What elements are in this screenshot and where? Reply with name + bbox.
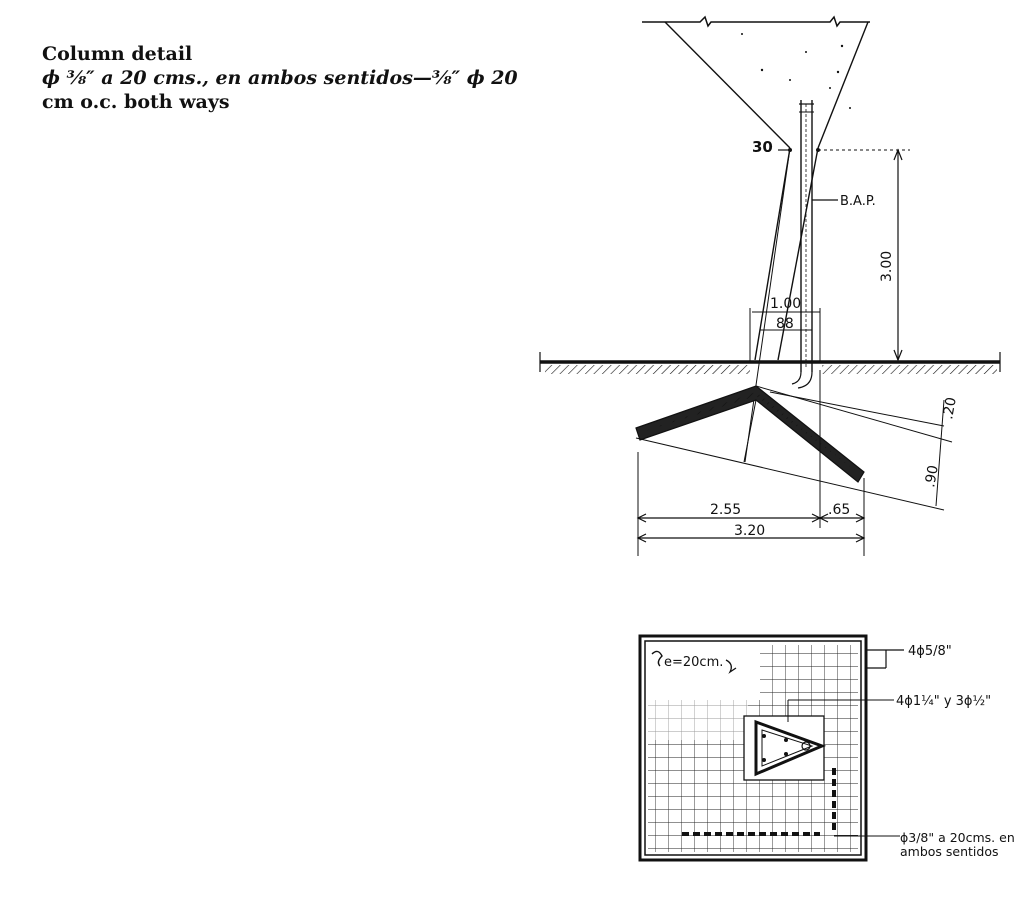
label-bars-mid: 4ϕ1¼" y 3ϕ½" [896, 694, 992, 709]
label-320: 3.20 [734, 523, 766, 539]
concrete-stipple [741, 33, 851, 109]
label-100: 1.00 [770, 296, 802, 312]
ground-line [540, 352, 1000, 374]
label-mesh-1: ϕ3/8" a 20cms. en [900, 830, 1015, 845]
caption-english: cm o.c. both ways [42, 91, 230, 113]
label-090: .90 [922, 463, 942, 489]
column-edge-right [818, 22, 868, 148]
top-break-line [642, 17, 870, 26]
column-edge-left [665, 22, 790, 148]
label-065: .65 [828, 502, 851, 518]
label-88: 88 [776, 316, 794, 332]
label-255: 2.55 [710, 502, 742, 518]
label-stirrup: e=20cm. [664, 655, 724, 670]
section-plan [640, 636, 1015, 860]
caption-title: Column detail [42, 43, 193, 65]
caption-spanish: ϕ ⅜″ a 20 cms., en ambos sentidos—⅜″ ϕ 20 [42, 67, 518, 89]
label-bars-top: 4ϕ5/8" [908, 644, 952, 659]
label-30: 30 [752, 138, 773, 156]
downpipe [792, 100, 814, 388]
label-bap: B.A.P. [840, 194, 876, 209]
label-300: 3.00 [879, 250, 895, 282]
label-mesh-2: ambos sentidos [900, 844, 999, 859]
section-elevation [540, 17, 1000, 556]
label-020: .20 [940, 395, 960, 421]
footing-slab [636, 386, 864, 482]
